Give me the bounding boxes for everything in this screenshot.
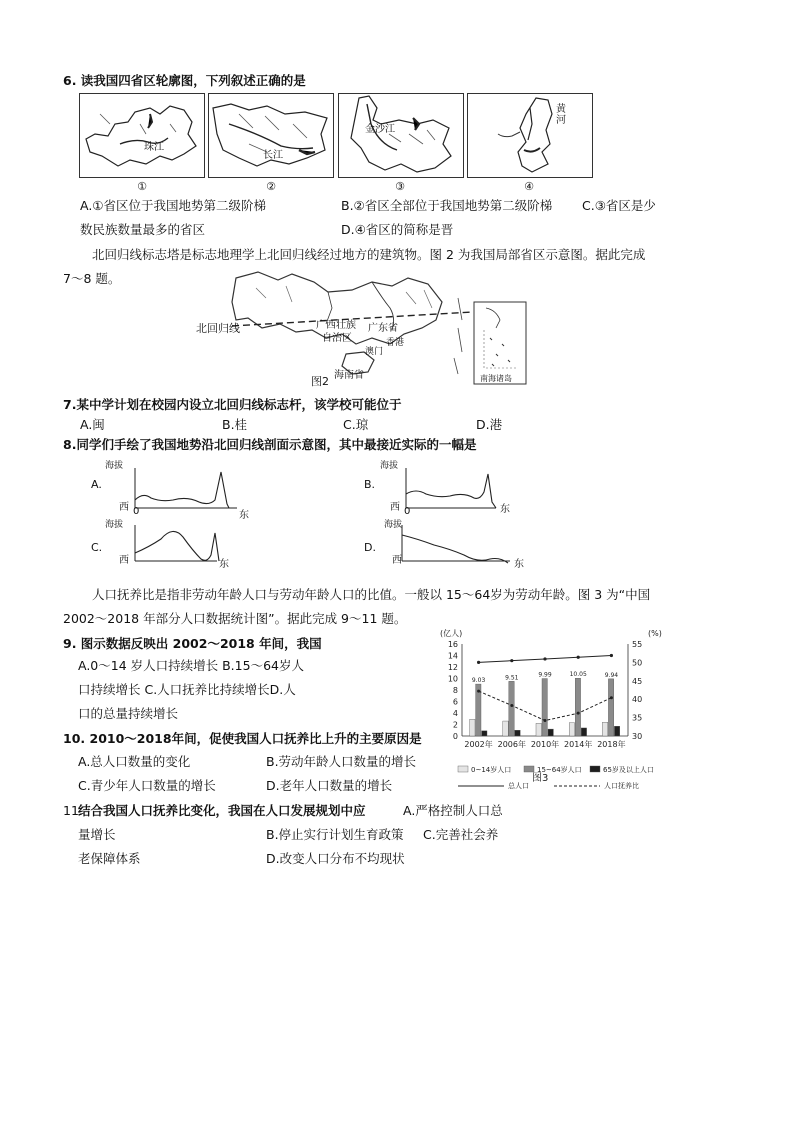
chart-x-tick-label: 2006年 xyxy=(497,740,526,749)
map-3-number: ③ xyxy=(395,180,405,193)
q10-stem: 10. 2010～2018年间，促使我国人口抚养比上升的主要原因是 xyxy=(63,731,422,746)
q7-option-d[interactable]: D.港 xyxy=(476,417,503,432)
map-2-label: 长江 xyxy=(263,150,283,161)
figure-2-hainan-label: 海南省 xyxy=(334,370,364,381)
q7-option-a[interactable]: A.闽 xyxy=(80,417,105,432)
chart-dependency-ratio-point xyxy=(510,704,513,707)
q8-d-west: 西 xyxy=(392,555,402,566)
chart-x-tick-label: 2002年 xyxy=(464,740,493,749)
map-4-outline xyxy=(468,94,592,177)
q7-stem: 7.某中学计划在校园内设立北回归线标志杆，该学校可能位于 xyxy=(63,397,402,412)
chart-legend-label: 0~14岁人口 xyxy=(471,766,512,774)
q11-option-a-cont: 量增长 xyxy=(78,827,116,842)
chart-right-unit: (%) xyxy=(648,629,662,638)
map-4-label: 黄河 xyxy=(556,104,566,126)
chart-total-population-point xyxy=(510,659,513,662)
q10-option-d[interactable]: D.老年人口数量的增长 xyxy=(266,778,393,793)
chart-right-tick-label: 30 xyxy=(632,732,643,741)
chart-bar xyxy=(515,730,520,736)
intro-7-8-line2: 7～8 题。 xyxy=(63,271,121,286)
q11-option-c-cont: 老保障体系 xyxy=(78,851,141,866)
q8-b-east: 东 xyxy=(500,504,510,515)
chart-bar xyxy=(536,723,541,736)
chart-bar xyxy=(575,678,580,736)
chart-legend-swatch xyxy=(524,766,534,772)
q6-option-b[interactable]: B.②省区全部位于我国地势第二级阶梯 xyxy=(341,198,553,213)
map-2-outline xyxy=(209,94,333,177)
chart-legend-label: 人口抚养比 xyxy=(604,782,639,790)
q10-option-c[interactable]: C.青少年人口数量的增长 xyxy=(78,778,216,793)
q8-c-letter: C. xyxy=(91,541,103,554)
intro-9-11-line1: 人口抚养比是指非劳动年龄人口与劳动年龄人口的比值。一般以 15～64岁为劳动年龄。图 3 为“中国 xyxy=(92,587,651,602)
chart-dependency-ratio-point xyxy=(577,712,580,715)
map-3-label: 金沙江 xyxy=(365,124,395,135)
chart-bar xyxy=(608,679,613,736)
chart-left-tick-label: 10 xyxy=(447,674,458,684)
q8-a-profile xyxy=(89,458,259,520)
q8-d-profile xyxy=(362,515,532,577)
q6-stem: 6. 读我国四省区轮廓图，下列叙述正确的是 xyxy=(63,73,306,88)
q9-options-line1[interactable]: A.0～14 岁人口持续增长 B.15～64岁人 xyxy=(78,658,304,673)
chart-legend-label: 15~64岁人口 xyxy=(537,766,582,774)
chart-legend-label: 总人口 xyxy=(508,782,529,790)
chart-right-tick-label: 45 xyxy=(632,676,643,686)
q8-a-west: 西 xyxy=(119,502,129,513)
q6-option-c-cont: 数民族数量最多的省区 xyxy=(80,222,206,237)
figure-2-guangdong-label: 广东省 xyxy=(368,323,398,334)
chart-bar-data-label: 9.51 xyxy=(505,674,519,682)
q11-option-d[interactable]: D.改变人口分布不均现状 xyxy=(266,851,405,866)
chart-x-tick-label: 2010年 xyxy=(530,740,560,749)
map-4-number: ④ xyxy=(524,180,534,193)
chart-right-tick-label: 55 xyxy=(632,640,643,649)
q6-option-d[interactable]: D.④省区的简称是晋 xyxy=(341,222,454,237)
q11-option-b[interactable]: B.停止实行计划生育政策 xyxy=(266,827,404,842)
chart-left-unit: (亿人) xyxy=(440,629,463,638)
figure-2-map xyxy=(196,268,536,386)
map-2-number: ② xyxy=(266,180,276,193)
q8-d-letter: D. xyxy=(364,541,376,554)
q8-b-zero: 0 xyxy=(404,506,411,517)
chart-bar xyxy=(503,721,508,736)
q8-c-east: 东 xyxy=(219,559,229,570)
chart-dependency-ratio-point xyxy=(477,690,480,693)
chart-legend-label: 65岁及以上人口 xyxy=(603,766,654,774)
chart-caption: 图3 xyxy=(532,773,549,784)
chart-bar xyxy=(602,722,607,736)
q7-option-b[interactable]: B.桂 xyxy=(222,417,248,432)
chart-left-tick-label: 8 xyxy=(452,686,458,695)
map-4 xyxy=(467,93,593,178)
q8-b-west: 西 xyxy=(390,502,400,513)
map-1 xyxy=(79,93,205,178)
chart-dependency-ratio-point xyxy=(544,719,547,722)
chart-left-tick-label: 12 xyxy=(447,663,458,672)
chart-right-tick-label: 50 xyxy=(632,658,643,668)
q8-d-ylabel: 海拔 xyxy=(384,520,403,530)
chart-x-tick-label: 2018年 xyxy=(597,740,626,749)
q11-number: 11. xyxy=(63,803,83,818)
intro-9-11-line2: 2002～2018 年部分人口数据统计图”。据此完成 9～11 题。 xyxy=(63,611,407,626)
chart-legend-swatch xyxy=(458,766,468,772)
figure-2-hongkong-label: 香港 xyxy=(386,338,405,348)
chart-right-tick-label: 35 xyxy=(632,713,643,723)
chart-total-population-point xyxy=(477,661,480,664)
chart-bar xyxy=(548,729,553,736)
chart-bar xyxy=(482,731,487,736)
chart-bar-data-label: 9.99 xyxy=(538,671,552,679)
q8-option-a[interactable] xyxy=(89,458,259,520)
map-1-label: 珠江 xyxy=(144,142,164,153)
q8-b-ylabel: 海拔 xyxy=(380,461,399,471)
q8-b-letter: B. xyxy=(364,478,376,491)
figure-2-caption: 图2 xyxy=(311,375,329,388)
q11-option-a[interactable]: A.严格控制人口总 xyxy=(403,803,503,818)
q10-option-a[interactable]: A.总人口数量的变化 xyxy=(78,754,191,769)
figure-2-guangxi-label-1: 广西壮族 xyxy=(316,320,356,331)
chart-bar-data-label: 9.94 xyxy=(604,671,619,679)
map-1-outline xyxy=(80,94,204,177)
q8-a-east: 东 xyxy=(239,510,249,521)
chart-left-tick-label: 2 xyxy=(452,720,458,730)
chart-bar xyxy=(542,679,547,736)
q8-c-ylabel: 海拔 xyxy=(105,520,124,530)
chart-left-tick-label: 4 xyxy=(452,709,458,718)
q8-b-profile xyxy=(360,458,530,520)
figure-2-south-sea-label: 南海诸岛 xyxy=(480,374,512,383)
figure-2-macau-label: 澳门 xyxy=(365,347,384,357)
chart-dependency-ratio-point xyxy=(610,696,613,699)
q8-option-d[interactable] xyxy=(362,515,532,577)
chart-left-tick-label: 14 xyxy=(447,651,458,661)
chart-bar xyxy=(509,681,514,736)
chart-bar xyxy=(614,726,619,736)
map-3 xyxy=(338,93,464,178)
intro-7-8-line1: 北回归线标志塔是标志地理学上北回归线经过地方的建筑物。图 2 为我国局部省区示意图。据此完成 xyxy=(92,247,646,262)
figure-2-tropic-label: 北回归线 xyxy=(196,322,240,335)
chart-total-population-point xyxy=(610,654,613,657)
q7-option-c[interactable]: C.琼 xyxy=(343,417,369,432)
map-1-number: ① xyxy=(137,180,147,193)
q8-c-profile xyxy=(89,515,259,577)
q8-d-east: 东 xyxy=(514,559,524,570)
q8-stem: 8.同学们手绘了我国地势沿北回归线剖面示意图，其中最接近实际的一幅是 xyxy=(63,437,477,452)
q8-a-zero: 0 xyxy=(133,506,140,517)
chart-legend-swatch xyxy=(590,766,600,772)
chart-bar-data-label: 9.03 xyxy=(471,677,486,685)
q8-option-b[interactable] xyxy=(360,458,530,520)
q6-option-a[interactable]: A.①省区位于我国地势第二级阶梯 xyxy=(80,198,267,213)
chart-total-population-point xyxy=(543,657,546,660)
figure-3-chart xyxy=(432,624,672,794)
chart-right-tick-label: 40 xyxy=(632,695,643,705)
chart-bar xyxy=(569,723,574,736)
q11-option-c[interactable]: C.完善社会养 xyxy=(423,827,499,842)
q9-stem: 9. 图示数据反映出 2002～2018 年间，我国 xyxy=(63,636,322,651)
map-2 xyxy=(208,93,334,178)
q8-a-ylabel: 海拔 xyxy=(105,461,124,471)
chart-total-population-point xyxy=(577,656,580,659)
chart-bar-data-label: 10.05 xyxy=(569,671,587,679)
chart-bar xyxy=(581,728,586,736)
chart-left-tick-label: 16 xyxy=(447,640,458,649)
q9-options-line3: 口的总量持续增长 xyxy=(78,706,179,721)
q8-option-c[interactable] xyxy=(89,515,259,577)
q10-option-b[interactable]: B.劳动年龄人口数量的增长 xyxy=(266,754,417,769)
map-3-outline xyxy=(339,94,463,177)
chart-left-tick-label: 0 xyxy=(452,732,458,741)
chart-bar xyxy=(470,719,475,736)
chart-x-tick-label: 2014年 xyxy=(564,740,593,749)
q6-option-c[interactable]: C.③省区是少 xyxy=(582,198,656,213)
q8-c-west: 西 xyxy=(119,555,129,566)
figure-2-guangxi-label-2: 自治区 xyxy=(322,333,352,344)
q11-stem: 结合我国人口抚养比变化，我国在人口发展规划中应 xyxy=(78,803,366,818)
q9-options-line2[interactable]: 口持续增长 C.人口抚养比持续增长D.人 xyxy=(78,682,296,697)
q8-a-letter: A. xyxy=(91,478,102,491)
chart-left-tick-label: 6 xyxy=(452,697,458,707)
